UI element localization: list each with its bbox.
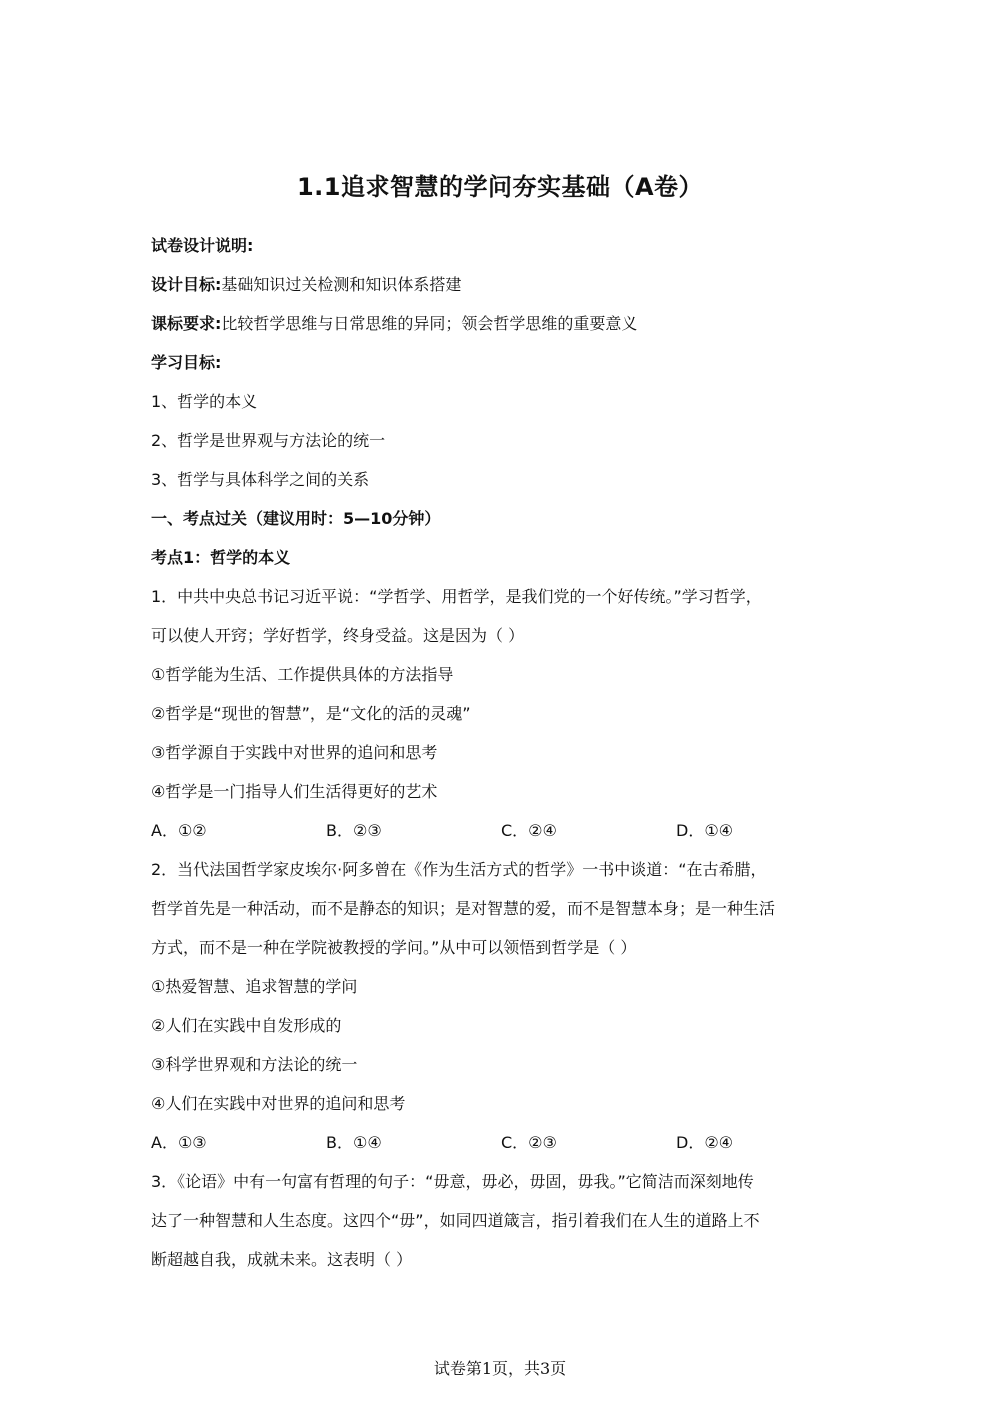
curriculum-standard-label: 课标要求:	[151, 314, 222, 333]
option-b: B．②③	[326, 821, 382, 840]
answer-options	[151, 1123, 851, 1162]
objective-item: 2、哲学是世界观与方法论的统一	[151, 431, 386, 450]
question-stem-line: 1．中共中央总书记习近平说：“学哲学、用哲学，是我们党的一个好传统。”学习哲学，	[151, 587, 762, 606]
option-c: C．②④	[501, 821, 557, 840]
question-stem-line: 哲学首先是一种活动，而不是静态的知识；是对智慧的爱，而不是智慧本身；是一种生活	[151, 899, 776, 918]
curriculum-standard	[151, 304, 851, 343]
question-3	[151, 1162, 851, 1279]
option-a: A．①③	[151, 1133, 207, 1152]
question-item: ③科学世界观和方法论的统一	[151, 1055, 358, 1074]
design-heading: 试卷设计说明:	[151, 236, 254, 255]
document-title: 1.1追求智慧的学问夯实基础（A卷）	[296, 173, 704, 201]
question-item: ①哲学能为生活、工作提供具体的方法指导	[151, 665, 454, 684]
design-goal-label: 设计目标:	[151, 275, 222, 294]
question-item: ④人们在实践中对世界的追问和思考	[151, 1094, 406, 1113]
question-stem-line: 3．《论语》中有一句富有哲理的句子：“毋意，毋必，毋固，毋我。”它简洁而深刻地传	[151, 1172, 754, 1191]
design-goal-text: 基础知识过关检测和知识体系搭建	[221, 275, 462, 294]
objectives-heading: 学习目标:	[151, 353, 222, 372]
design-goal	[151, 265, 851, 304]
curriculum-standard-text: 比较哲学思维与日常思维的异同；领会哲学思维的重要意义	[221, 314, 638, 333]
question-stem-line: 2．当代法国哲学家皮埃尔·阿多曾在《作为生活方式的哲学》一书中谈道：“在古希腊，	[151, 860, 767, 879]
question-stem-line: 达了一种智慧和人生态度。这四个“毋”，如同四道箴言，指引着我们在人生的道路上不	[151, 1211, 760, 1230]
question-item: ②哲学是“现世的智慧”，是“文化的活的灵魂”	[151, 704, 471, 723]
option-d: D．①④	[676, 821, 734, 840]
question-1	[151, 577, 851, 850]
option-d: D．②④	[676, 1133, 734, 1152]
question-item: ④哲学是一门指导人们生活得更好的艺术	[151, 782, 438, 801]
question-item: ③哲学源自于实践中对世界的追问和思考	[151, 743, 438, 762]
document-body	[151, 226, 851, 1279]
page-footer: 试卷第1页，共3页	[433, 1359, 567, 1378]
question-2	[151, 850, 851, 1162]
question-stem-line: 可以使人开窍；学好哲学，终身受益。这是因为（ ）	[151, 626, 525, 645]
question-item: ②人们在实践中自发形成的	[151, 1016, 342, 1035]
answer-options	[151, 811, 851, 850]
section-heading: 一、考点过关（建议用时：5—10分钟）	[151, 509, 441, 528]
option-c: C．②③	[501, 1133, 557, 1152]
question-stem-line: 方式，而不是一种在学院被教授的学问。”从中可以领悟到哲学是（ ）	[151, 938, 637, 957]
objective-item: 1、哲学的本义	[151, 392, 258, 411]
question-stem-line: 断超越自我，成就未来。这表明（ ）	[151, 1250, 413, 1269]
option-b: B．①④	[326, 1133, 382, 1152]
question-item: ①热爱智慧、追求智慧的学问	[151, 977, 358, 996]
objective-item: 3、哲学与具体科学之间的关系	[151, 470, 370, 489]
option-a: A．①②	[151, 821, 207, 840]
topic-heading: 考点1：哲学的本义	[151, 548, 291, 567]
